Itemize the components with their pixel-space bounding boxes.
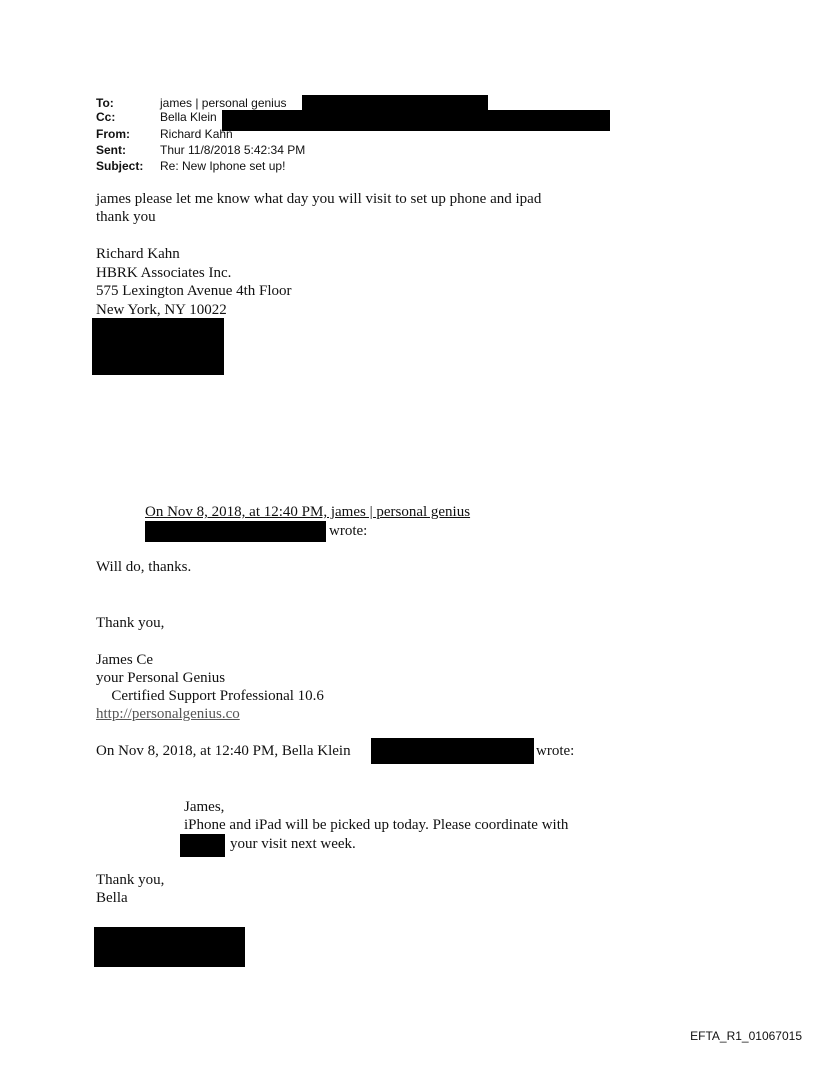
- from-label: From:: [96, 127, 130, 141]
- subject-value: Re: New Iphone set up!: [160, 159, 286, 173]
- signature-line: Certified Support Professional 10.6: [96, 688, 309, 704]
- cc-label: Cc:: [96, 110, 116, 124]
- redaction-box: [222, 110, 610, 131]
- subject-label: Subject:: [96, 159, 144, 173]
- quote-header: On Nov 8, 2018, at 12:40 PM, Bella Klein: [96, 743, 351, 759]
- redaction-box: [94, 927, 245, 967]
- body-line: james please let me know what day you will visit to set up phone and ipad: [96, 191, 542, 207]
- website-link[interactable]: http://personalgenius.co: [96, 706, 240, 722]
- cc-value: Bella Klein: [160, 110, 217, 124]
- signature-line: 575 Lexington Avenue 4th Floor: [96, 283, 292, 299]
- quote-line: iPhone and iPad will be picked up today. Please coordinate with: [184, 817, 569, 833]
- quote-line: your visit next week.: [230, 836, 356, 852]
- to-label: To:: [96, 96, 114, 110]
- closing-text: Thank you,: [96, 872, 165, 888]
- signature-line: New York, NY 10022: [96, 302, 227, 318]
- redaction-box: [145, 521, 326, 542]
- closing-text: Thank you,: [96, 615, 165, 631]
- body-line: thank you: [96, 209, 156, 225]
- signature-line: HBRK Associates Inc.: [96, 265, 232, 281]
- redaction-box: [180, 834, 225, 857]
- signature-line: James Ce: [96, 652, 154, 668]
- quote-header-wrote: wrote:: [536, 743, 575, 759]
- quote-line: James,: [184, 799, 225, 815]
- redaction-box: [371, 738, 534, 764]
- signature-line: your Personal Genius: [96, 670, 226, 686]
- redaction-box: [302, 95, 488, 110]
- quote-header-wrote: wrote:: [329, 523, 368, 539]
- sent-value: Thur 11/8/2018 5:42:34 PM: [160, 143, 306, 157]
- signature-line: Richard Kahn: [96, 246, 180, 262]
- quote-header: On Nov 8, 2018, at 12:40 PM, james | personal genius: [145, 504, 471, 520]
- reply-text: Will do, thanks.: [96, 559, 192, 575]
- redaction-box: [92, 318, 224, 375]
- document-id: EFTA_R1_01067015: [690, 1029, 802, 1043]
- signer-name: Bella: [96, 890, 128, 906]
- sent-label: Sent:: [96, 143, 126, 157]
- from-value: Richard Kahn: [160, 127, 233, 141]
- to-value: james | personal genius: [160, 96, 287, 110]
